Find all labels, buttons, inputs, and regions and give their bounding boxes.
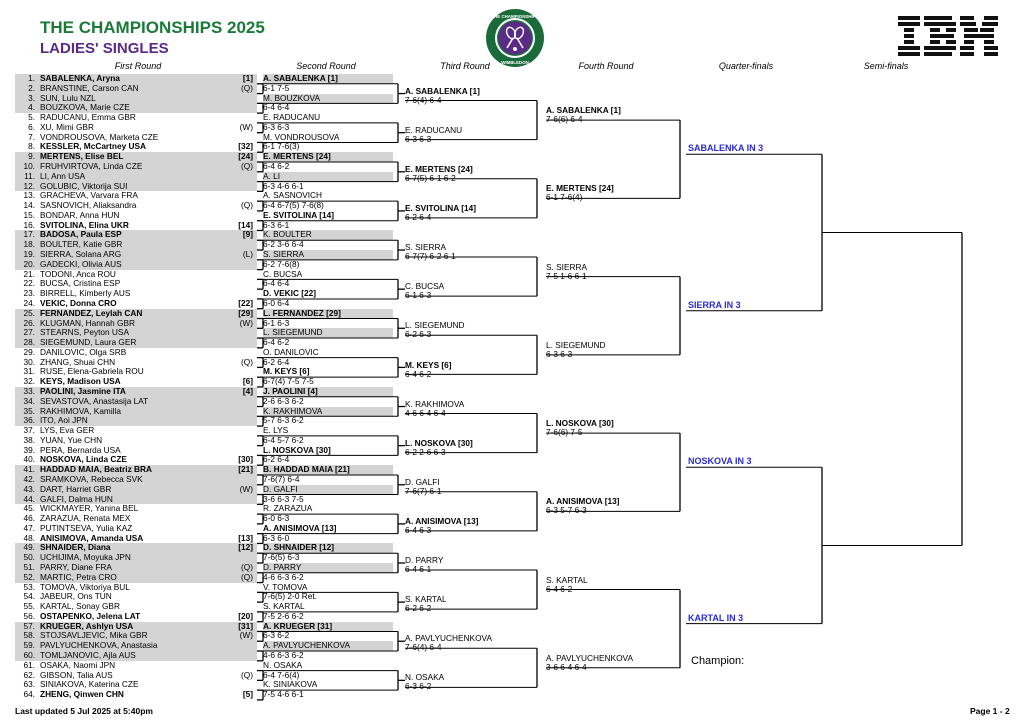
second-round-score: 5-7 6-3 6-2: [263, 415, 304, 426]
second-round-score: 6-2 7-6(8): [263, 258, 300, 269]
second-round-name: O. DANILOVIC: [263, 346, 319, 357]
header-fourth-round: Fourth Round: [578, 61, 634, 71]
draw-number: 9.: [28, 151, 35, 162]
third-round-name: A. PAVLYUCHENKOVA: [405, 633, 492, 644]
draw-number: 56.: [23, 610, 35, 621]
draw-number: 19.: [23, 249, 35, 260]
player-name: SVITOLINA, Elina UKR: [40, 219, 129, 230]
second-round-name: S. SIERRA: [263, 250, 393, 260]
second-round-score: 6-3 6-1: [263, 219, 290, 230]
player-name: SIERRA, Solana ARG: [40, 249, 122, 260]
second-round-name: R. ZARAZUA: [263, 503, 313, 514]
quarter-final-result: NOSKOVA IN 3: [688, 456, 752, 467]
draw-number: 52.: [23, 571, 35, 582]
player-name: GALFI, Dalma HUN: [40, 493, 113, 504]
seed-label: [20]: [238, 610, 253, 621]
third-round-score: 7-6(7) 6-1: [405, 485, 442, 496]
player-name: SEVASTOVA, Anastasija LAT: [40, 395, 149, 406]
second-round-score: 6-2 6-4: [263, 356, 290, 367]
third-round-name: L. NOSKOVA [30]: [405, 437, 473, 448]
player-name: UCHIJIMA, Moyuka JPN: [40, 552, 131, 563]
header-second-round: Second Round: [296, 61, 356, 71]
third-round-score: 6-2 2-6 6-3: [405, 446, 446, 457]
seed-label: [31]: [238, 620, 253, 631]
second-round-score: 7-6(5) 6-3: [263, 552, 300, 563]
third-round-name: D. GALFI: [405, 476, 440, 487]
fourth-round-name: A. ANISIMOVA [13]: [546, 496, 620, 507]
fourth-round-name: S. KARTAL: [546, 574, 588, 585]
header-third-round: Third Round: [440, 61, 490, 71]
header-semi-finals: Semi-finals: [863, 61, 909, 71]
draw-number: 14.: [23, 200, 35, 211]
draw-number: 43.: [23, 483, 35, 494]
second-round-score: 7-6(7) 6-4: [263, 473, 300, 484]
draw-number: 55.: [23, 601, 35, 612]
second-round-name: E. LYS: [263, 425, 289, 436]
fourth-round-score: 6-4 6-2: [546, 583, 573, 594]
second-round-score: 6-4 6-2: [263, 337, 290, 348]
second-round-score: 6-3 6-2: [263, 630, 290, 641]
draw-number: 22.: [23, 278, 35, 289]
draw-number: 32.: [23, 376, 35, 387]
player-name: SABALENKA, Aryna: [40, 73, 120, 83]
draw-number: 24.: [23, 297, 35, 308]
player-name: FRUHVIRTOVA, Linda CZE: [40, 161, 143, 172]
draw-number: 40.: [23, 454, 35, 465]
player-name: HADDAD MAIA, Beatriz BRA: [40, 464, 153, 475]
player-name: RUSE, Elena-Gabriela ROU: [40, 366, 144, 377]
second-round-name: A. SABALENKA [1]: [263, 74, 393, 84]
second-round-score: 7-5 2-6 6-2: [263, 610, 304, 621]
second-round-name: D. PARRY: [263, 563, 393, 573]
player-name: KLUGMAN, Hannah GBR: [40, 317, 135, 328]
player-name: KRUEGER, Ashlyn USA: [40, 620, 134, 631]
player-name: SHNAIDER, Diana: [40, 542, 111, 553]
fourth-round-name: L. SIEGEMUND: [546, 339, 606, 350]
second-round-score: 7-5 4-6 6-1: [263, 689, 304, 700]
draw-number: 57.: [23, 620, 35, 631]
player-name: JABEUR, Ons TUN: [40, 591, 112, 602]
draw-number: 31.: [23, 366, 35, 377]
player-name: VEKIC, Donna CRO: [40, 297, 117, 308]
quarter-final-result: KARTAL IN 3: [688, 612, 744, 623]
second-round-name: N. OSAKA: [263, 659, 303, 670]
seed-label: [30]: [238, 454, 253, 465]
fourth-round-score: 7-6(6) 7-5: [546, 427, 583, 438]
second-round-name: E. SVITOLINA [14]: [263, 209, 334, 220]
second-round-name: A. KRUEGER [31]: [263, 622, 393, 632]
second-round-name: E. MERTENS [24]: [263, 152, 393, 162]
draw-number: 2.: [28, 82, 35, 93]
draw-number: 48.: [23, 532, 35, 543]
third-round-name: K. RAKHIMOVA: [405, 398, 465, 409]
player-name: GIBSON, Talia AUS: [40, 669, 113, 680]
second-round-name: M. BOUZKOVA: [263, 94, 393, 104]
player-name: TODONI, Anca ROU: [40, 268, 116, 279]
seed-label: (Q): [241, 571, 253, 582]
seed-label: (W): [239, 317, 253, 328]
draw-number: 4.: [28, 102, 35, 113]
draw-number: 34.: [23, 395, 35, 406]
draw-number: 7.: [28, 131, 35, 142]
draw-number: 3.: [28, 92, 35, 103]
second-round-score: 6-0 6-4: [263, 297, 290, 308]
draw-number: 6.: [28, 121, 35, 132]
svg-text:WIMBLEDON: WIMBLEDON: [501, 60, 529, 65]
player-name: GOLUBIC, Viktorija SUI: [40, 180, 128, 191]
seed-label: [29]: [238, 307, 253, 318]
draw-number: 5.: [28, 112, 35, 123]
player-name: SASNOVICH, Aliaksandra: [40, 200, 137, 211]
seed-label: (W): [239, 630, 253, 641]
second-round-score: 6-1 7-6(3): [263, 141, 300, 152]
second-round-score: 6-4 6-4: [263, 278, 290, 289]
fourth-round-score: 7-6(6) 6-4: [546, 114, 583, 125]
player-name: MERTENS, Elise BEL: [40, 151, 124, 162]
draw-number: 50.: [23, 552, 35, 563]
draw-number: 30.: [23, 356, 35, 367]
draw-number: 33.: [23, 385, 35, 396]
third-round-name: S. SIERRA: [405, 242, 447, 253]
draw-number: 21.: [23, 268, 35, 279]
player-name: TOMOVA, Viktoriya BUL: [40, 581, 130, 592]
seed-label: (Q): [241, 161, 253, 172]
seed-label: [1]: [242, 73, 253, 83]
player-name: MARTIC, Petra CRO: [40, 571, 117, 582]
last-updated: Last updated 5 Jul 2025 at 5:40pm: [15, 706, 153, 716]
second-round-name: B. HADDAD MAIA [21]: [263, 465, 393, 475]
player-name: BIRRELL, Kimberly AUS: [40, 288, 131, 299]
second-round-name: A. LI: [263, 172, 393, 182]
player-name: PARRY, Diane FRA: [40, 562, 112, 572]
draw-number: 41.: [23, 464, 35, 475]
third-round-name: E. RADUCANU: [405, 124, 463, 135]
second-round-name: D. GALFI: [263, 485, 393, 495]
player-name: RADUCANU, Emma GBR: [40, 112, 136, 123]
third-round-score: 6-1 6-3: [405, 290, 432, 301]
third-round-name: D. PARRY: [405, 555, 444, 566]
player-name: LI, Ann USA: [40, 170, 86, 181]
second-round-score: 6-7(4) 7-5 7-5: [263, 376, 314, 387]
player-name: ZHANG, Shuai CHN: [40, 356, 116, 367]
third-round-name: A. ANISIMOVA [13]: [405, 515, 479, 526]
second-round-name: M. VONDROUSOVA: [263, 131, 340, 142]
second-round-name: K. BOULTER: [263, 230, 393, 240]
page-number: Page 1 - 2: [970, 706, 1010, 716]
second-round-score: 6-2 6-4: [263, 454, 290, 465]
player-name: OSAKA, Naomi JPN: [40, 659, 116, 670]
second-round-score: 6-3 4-6 6-1: [263, 180, 304, 191]
seed-label: [12]: [238, 542, 253, 553]
draw-number: 10.: [23, 161, 35, 172]
third-round-score: 6-2 6-3: [405, 329, 432, 340]
draw-number: 27.: [23, 327, 35, 338]
third-round-score: 7-6(4) 6-4: [405, 94, 442, 105]
second-round-score: 6-3 6-0: [263, 532, 290, 543]
second-round-name: A. PAVLYUCHENKOVA: [263, 641, 393, 651]
draw-number: 59.: [23, 640, 35, 651]
seed-label: [22]: [238, 297, 253, 308]
seed-label: [14]: [238, 219, 253, 230]
fourth-round-name: S. SIERRA: [546, 261, 588, 272]
second-round-score: 6-2 3-6 6-4: [263, 239, 304, 250]
draw-number: 49.: [23, 542, 35, 553]
player-name: PAOLINI, Jasmine ITA: [40, 385, 126, 396]
second-round-name: K. RAKHIMOVA: [263, 407, 393, 417]
fourth-round-name: A. SABALENKA [1]: [546, 105, 621, 116]
second-round-score: 7-6(5) 2-0 Ret.: [263, 591, 317, 602]
draw-number: 25.: [23, 307, 35, 318]
player-name: GADECKI, Olivia AUS: [40, 258, 122, 269]
second-round-score: 6-1 6-3: [263, 317, 290, 328]
second-round-score: 6-3 6-3: [263, 121, 290, 132]
draw-number: 29.: [23, 346, 35, 357]
second-round-score: 6-4 7-6(4): [263, 669, 300, 680]
seed-label: [21]: [238, 464, 253, 475]
seed-label: (Q): [241, 200, 253, 211]
third-round-score: 6-7(7) 6-2 6-1: [405, 251, 456, 262]
fourth-round-score: 6-3 6-3: [546, 348, 573, 359]
player-name: SIEGEMUND, Laura GER: [40, 337, 137, 348]
second-round-score: 6-4 6-7(5) 7-6(8): [263, 200, 324, 211]
second-round-name: L. NOSKOVA [30]: [263, 444, 331, 455]
draw-number: 13.: [23, 190, 35, 201]
draw-number: 46.: [23, 513, 35, 524]
draw-number: 26.: [23, 317, 35, 328]
player-name: LYS, Eva GER: [40, 425, 95, 436]
fourth-round-score: 6-3 5-7 6-3: [546, 505, 587, 516]
third-round-name: C. BUCSA: [405, 281, 445, 292]
draw-number: 38.: [23, 434, 35, 445]
quarter-final-result: SABALENKA IN 3: [688, 143, 764, 154]
fourth-round-name: L. NOSKOVA [30]: [546, 418, 614, 429]
draw-number: 51.: [23, 562, 35, 572]
third-round-score: 6-4 6-1: [405, 564, 432, 575]
seed-label: (L): [242, 249, 253, 260]
player-name: STOJSAVLJEVIC, Mika GBR: [40, 630, 148, 641]
draw-number: 39.: [23, 444, 35, 455]
draw-number: 64.: [23, 689, 35, 700]
seed-label: [9]: [242, 229, 253, 240]
player-name: VONDROUSOVA, Marketa CZE: [40, 131, 159, 142]
player-name: KEYS, Madison USA: [40, 376, 121, 387]
third-round-score: 4-6 6-4 6-4: [405, 407, 446, 418]
header-quarter-finals: Quarter-finals: [718, 61, 774, 71]
player-name: ZARAZUA, Renata MEX: [40, 513, 131, 524]
draw-number: 18.: [23, 239, 35, 250]
draw-number: 44.: [23, 493, 35, 504]
third-round-name: S. KARTAL: [405, 594, 447, 605]
draw-number: 60.: [23, 650, 35, 661]
player-name: BUCSA, Cristina ESP: [40, 278, 121, 289]
player-name: NOSKOVA, Linda CZE: [40, 454, 127, 465]
second-round-name: C. BUCSA: [263, 268, 303, 279]
second-round-name: K. SINIAKOVA: [263, 679, 318, 690]
fourth-round-score: 7-5 1-6 6-1: [546, 270, 587, 281]
svg-text:THE CHAMPIONSHIPS: THE CHAMPIONSHIPS: [491, 14, 539, 19]
draw-number: 20.: [23, 258, 35, 269]
second-round-name: L. FERNANDEZ [29]: [263, 309, 393, 319]
third-round-score: 6-3 6-3: [405, 133, 432, 144]
second-round-name: J. PAOLINI [4]: [263, 387, 393, 397]
fourth-round-score: 6-1 7-6(4): [546, 192, 583, 203]
player-name: BOUZKOVA, Marie CZE: [40, 102, 130, 113]
player-name: TOMLJANOVIC, Ajla AUS: [40, 650, 136, 661]
second-round-score: 3-6 6-3 7-5: [263, 493, 304, 504]
player-name: XU, Mimi GBR: [40, 121, 94, 132]
second-round-score: 6-4 6-2: [263, 161, 290, 172]
draw-number: 42.: [23, 473, 35, 484]
player-name: BADOSA, Paula ESP: [40, 229, 122, 240]
draw-number: 12.: [23, 180, 35, 191]
second-round-score: 6-0 6-3: [263, 513, 290, 524]
second-round-name: M. KEYS [6]: [263, 366, 310, 377]
draw-number: 61.: [23, 659, 35, 670]
player-name: FERNANDEZ, Leylah CAN: [40, 307, 143, 318]
player-name: ZHENG, Qinwen CHN: [40, 689, 124, 700]
player-name: PAVLYUCHENKOVA, Anastasia: [40, 640, 158, 651]
player-name: BRANSTINE, Carson CAN: [40, 82, 139, 93]
second-round-score: 4-6 6-3 6-2: [263, 650, 304, 661]
draw-number: 58.: [23, 630, 35, 641]
seed-label: [24]: [238, 151, 253, 162]
player-name: SUN, Lulu NZL: [40, 92, 96, 103]
draw-number: 8.: [28, 141, 35, 152]
third-round-name: M. KEYS [6]: [405, 359, 452, 370]
second-round-name: V. TOMOVA: [263, 581, 308, 592]
seed-label: (W): [239, 121, 253, 132]
third-round-name: E. MERTENS [24]: [405, 163, 473, 174]
second-round-name: S. KARTAL: [263, 601, 305, 612]
player-name: DART, Harriet GBR: [40, 483, 112, 494]
player-name: BONDAR, Anna HUN: [40, 209, 120, 220]
draw-number: 62.: [23, 669, 35, 680]
second-round-score: 6-4 5-7 6-2: [263, 434, 304, 445]
draw-number: 36.: [23, 415, 35, 426]
player-name: RAKHIMOVA, Kamilla: [40, 405, 121, 416]
second-round-name: L. SIEGEMUND: [263, 328, 393, 338]
player-name: ITO, Aoi JPN: [40, 415, 88, 426]
second-round-name: E. RADUCANU: [263, 112, 321, 123]
player-name: KESSLER, McCartney USA: [40, 141, 147, 152]
draw-number: 11.: [24, 170, 35, 181]
player-name: STEARNS, Peyton USA: [40, 327, 129, 338]
third-round-score: 6-2 6-2: [405, 603, 432, 614]
tournament-title: THE CHAMPIONSHIPS 2025: [40, 18, 265, 37]
quarter-final-result: SIERRA IN 3: [688, 299, 741, 310]
draw-number: 1.: [28, 73, 35, 83]
draw-number: 35.: [23, 405, 35, 416]
draw-number: 63.: [23, 679, 35, 690]
fourth-round-name: A. PAVLYUCHENKOVA: [546, 652, 633, 663]
draw-number: 37.: [23, 425, 35, 436]
third-round-score: 6-7(5) 6-1 6-2: [405, 172, 456, 183]
third-round-score: 6-3 6-2: [405, 681, 432, 692]
third-round-score: 6-2 6-4: [405, 212, 432, 223]
player-name: KARTAL, Sonay GBR: [40, 601, 120, 612]
seed-label: (W): [239, 483, 253, 494]
champion-label: Champion:: [691, 655, 745, 667]
player-name: OSTAPENKO, Jelena LAT: [40, 610, 141, 621]
seed-label: [13]: [238, 532, 253, 543]
second-round-score: 4-6 6-3 6-2: [263, 571, 304, 582]
seed-label: (Q): [241, 562, 253, 572]
draw-number: 45.: [23, 503, 35, 514]
draw-number: 53.: [23, 581, 35, 592]
draw-number: 23.: [23, 288, 35, 299]
fourth-round-name: E. MERTENS [24]: [546, 183, 614, 194]
player-name: WICKMAYER, Yanina BEL: [40, 503, 139, 514]
second-round-name: D. SHNAIDER [12]: [263, 543, 393, 553]
seed-label: [5]: [242, 689, 253, 700]
third-round-score: 6-4 6-2: [405, 368, 432, 379]
header-first-round: First Round: [114, 61, 162, 71]
second-round-score: 6-4 6-4: [263, 102, 290, 113]
second-round-name: A. ANISIMOVA [13]: [263, 522, 337, 533]
seed-label: [6]: [242, 376, 253, 387]
player-name: GRACHEVA, Varvara FRA: [40, 190, 138, 201]
draw-number: 15.: [23, 209, 35, 220]
player-name: BOULTER, Katie GBR: [40, 239, 123, 250]
player-name: YUAN, Yue CHN: [40, 434, 103, 445]
player-name: DANILOVIC, Olga SRB: [40, 346, 127, 357]
seed-label: (Q): [241, 356, 253, 367]
seed-label: (Q): [241, 669, 253, 680]
third-round-name: L. SIEGEMUND: [405, 320, 465, 331]
player-name: SINIAKOVA, Katerina CZE: [40, 679, 139, 690]
draw-number: 17.: [23, 229, 35, 240]
draw-number: 28.: [23, 337, 35, 348]
third-round-name: N. OSAKA: [405, 672, 445, 683]
player-name: PERA, Bernarda USA: [40, 444, 121, 455]
third-round-score: 6-4 6-3: [405, 524, 432, 535]
player-name: SRAMKOVA, Rebecca SVK: [40, 473, 143, 484]
second-round-name: D. VEKIC [22]: [263, 288, 317, 299]
draw-number: 47.: [23, 522, 35, 533]
second-round-name: A. SASNOVICH: [263, 190, 323, 201]
player-name: PUTINTSEVA, Yulia KAZ: [40, 522, 133, 533]
event-title: LADIES' SINGLES: [40, 40, 169, 57]
seed-label: [32]: [238, 141, 253, 152]
seed-label: (Q): [241, 82, 253, 93]
second-round-score: 6-1 7-5: [263, 82, 290, 93]
third-round-score: 7-6(4) 6-4: [405, 642, 442, 653]
player-name: ANISIMOVA, Amanda USA: [40, 532, 144, 543]
third-round-name: E. SVITOLINA [14]: [405, 203, 476, 214]
seed-label: [4]: [242, 385, 253, 396]
draw-number: 54.: [23, 591, 35, 602]
second-round-score: 2-6 6-3 6-2: [263, 395, 304, 406]
fourth-round-score: 3-6 6-4 6-4: [546, 661, 587, 672]
third-round-name: A. SABALENKA [1]: [405, 85, 480, 96]
draw-number: 16.: [23, 219, 35, 230]
